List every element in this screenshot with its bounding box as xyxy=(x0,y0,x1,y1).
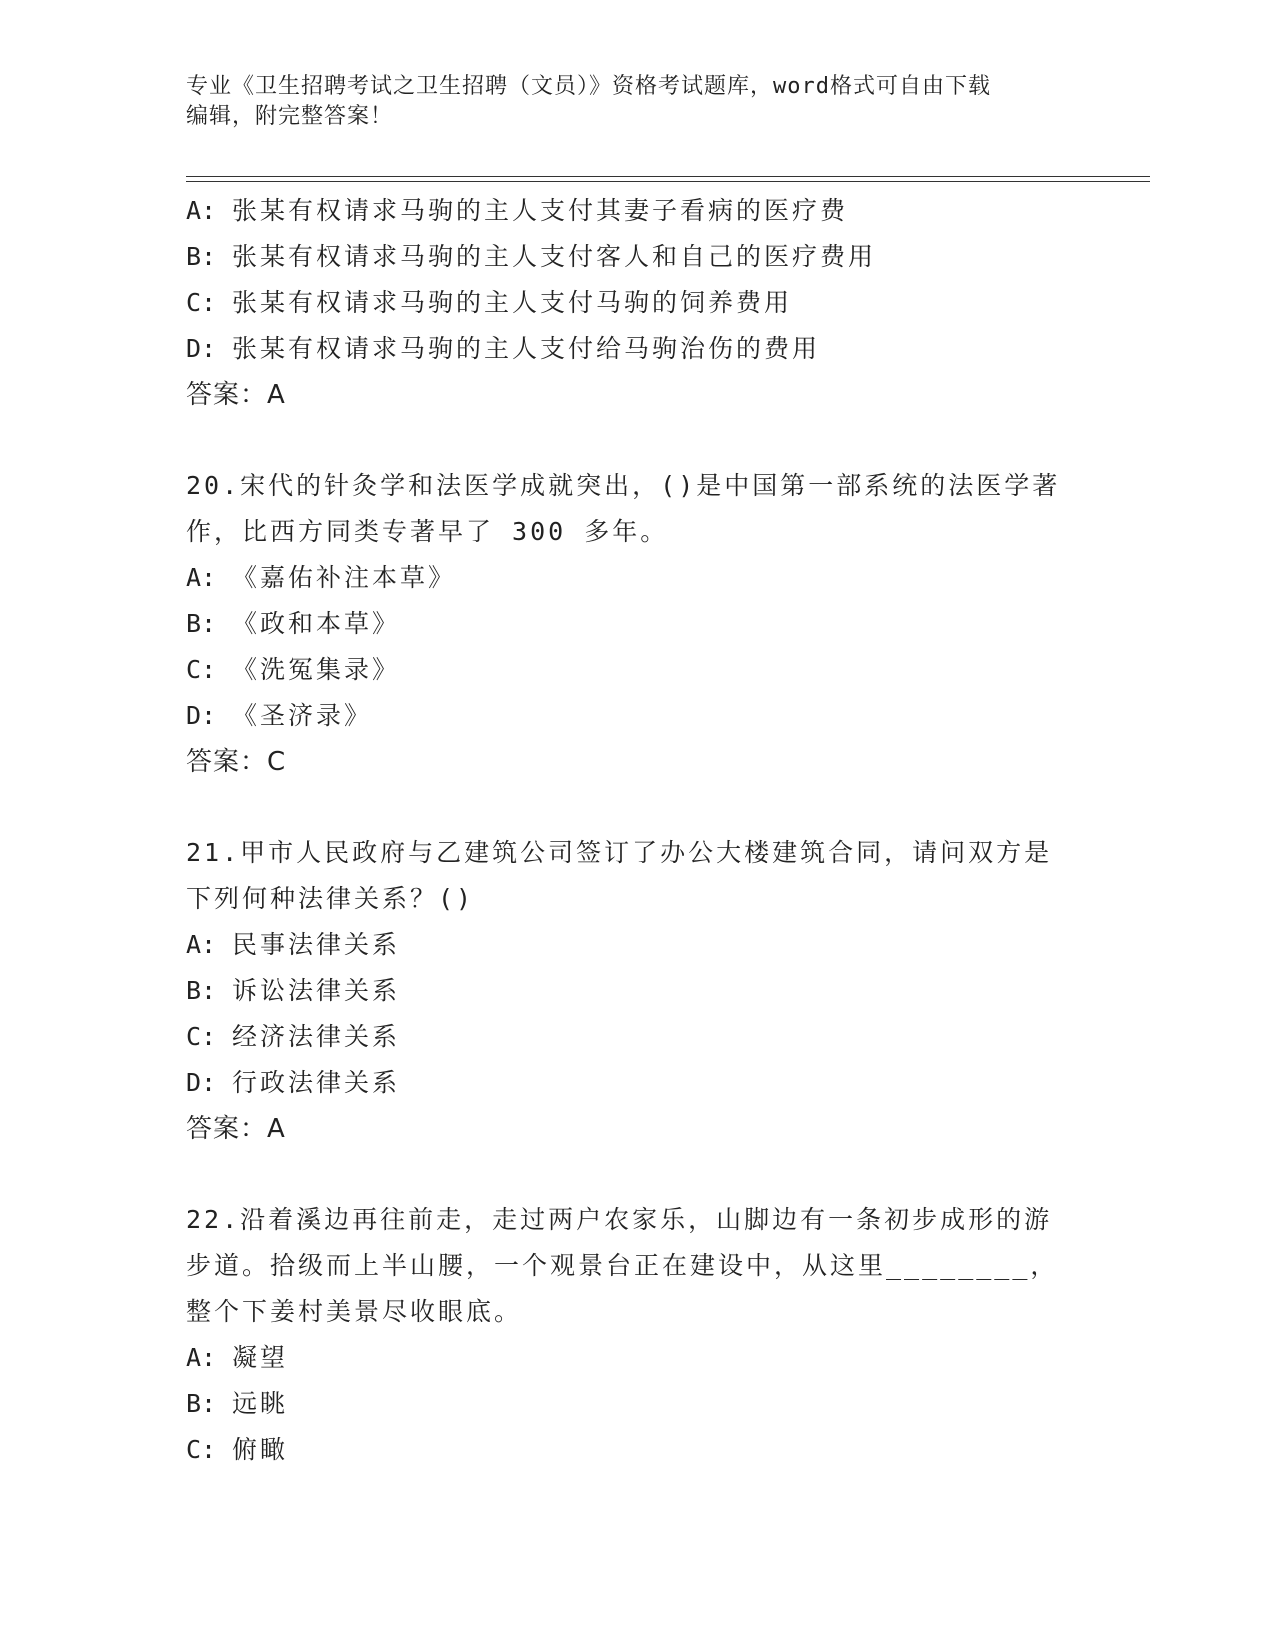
option-a xyxy=(186,555,1126,601)
question-text-line: 作，比西方同类专著早了 300 多年。 xyxy=(186,517,669,546)
option-label: C: xyxy=(186,288,217,317)
question-list xyxy=(186,188,1126,1473)
option-text: 凝望 xyxy=(232,1343,289,1372)
option-label: B: xyxy=(186,242,217,271)
option-text: 行政法律关系 xyxy=(232,1068,401,1097)
option-d xyxy=(186,326,1126,372)
option-label: C: xyxy=(186,1022,217,1051)
option-text: 俯瞰 xyxy=(232,1435,289,1464)
option-text: 张某有权请求马驹的主人支付客人和自己的医疗费用 xyxy=(232,242,877,271)
option-label: A: xyxy=(186,563,217,592)
option-c xyxy=(186,1427,1126,1473)
option-label: D: xyxy=(186,334,217,363)
answer-line: 答案：C xyxy=(186,747,287,777)
option-label: B: xyxy=(186,609,217,638)
option-label: D: xyxy=(186,701,217,730)
option-c xyxy=(186,647,1126,693)
option-text: 《圣济录》 xyxy=(232,701,373,730)
option-text: 张某有权请求马驹的主人支付给马驹治伤的费用 xyxy=(232,334,821,363)
question-21 xyxy=(186,830,1126,1152)
question-19-options xyxy=(186,188,1126,418)
option-label: A: xyxy=(186,1343,217,1372)
answer-line: 答案：A xyxy=(186,1114,286,1144)
option-b xyxy=(186,1381,1126,1427)
option-label: A: xyxy=(186,196,217,225)
option-text: 诉讼法律关系 xyxy=(232,976,401,1005)
option-a xyxy=(186,922,1126,968)
option-text: 民事法律关系 xyxy=(232,930,401,959)
option-text: 张某有权请求马驹的主人支付马驹的饲养费用 xyxy=(232,288,793,317)
question-text-line: 22.沿着溪边再往前走，走过两户农家乐，山脚边有一条初步成形的游 xyxy=(186,1205,1053,1234)
header-divider-bottom xyxy=(186,181,1150,182)
spacer xyxy=(186,785,1126,830)
question-20 xyxy=(186,463,1126,785)
spacer xyxy=(186,418,1126,463)
option-label: D: xyxy=(186,1068,217,1097)
option-text: 《洗冤集录》 xyxy=(232,655,401,684)
option-text: 张某有权请求马驹的主人支付其妻子看病的医疗费 xyxy=(232,196,849,225)
question-text-line: 步道。拾级而上半山腰，一个观景台正在建设中，从这里________， xyxy=(186,1251,1059,1280)
spacer xyxy=(186,1152,1126,1197)
option-a xyxy=(186,1335,1126,1381)
option-b xyxy=(186,234,1126,280)
question-22 xyxy=(186,1197,1126,1473)
option-text: 《嘉佑补注本草》 xyxy=(232,563,457,592)
option-label: C: xyxy=(186,655,217,684)
header-divider-top xyxy=(186,176,1150,177)
document-header xyxy=(186,72,1086,132)
option-d xyxy=(186,693,1126,739)
option-c xyxy=(186,280,1126,326)
question-text-line: 下列何种法律关系？() xyxy=(186,884,475,913)
option-b xyxy=(186,601,1126,647)
option-d xyxy=(186,1060,1126,1106)
option-text: 经济法律关系 xyxy=(232,1022,401,1051)
option-label: C: xyxy=(186,1435,217,1464)
header-line-2: 编辑，附完整答案！ xyxy=(186,104,394,129)
question-text-line: 整个下姜村美景尽收眼底。 xyxy=(186,1297,523,1326)
option-c xyxy=(186,1014,1126,1060)
option-label: B: xyxy=(186,1389,217,1418)
option-b xyxy=(186,968,1126,1014)
option-text: 远眺 xyxy=(232,1389,289,1418)
header-line-1: 专业《卫生招聘考试之卫生招聘（文员）》资格考试题库，word格式可自由下载 xyxy=(186,74,991,99)
question-text-line: 21.甲市人民政府与乙建筑公司签订了办公大楼建筑合同，请问双方是 xyxy=(186,838,1053,867)
option-label: B: xyxy=(186,976,217,1005)
question-text-line: 20.宋代的针灸学和法医学成就突出，()是中国第一部系统的法医学著 xyxy=(186,471,1061,500)
option-text: 《政和本草》 xyxy=(232,609,401,638)
option-label: A: xyxy=(186,930,217,959)
answer-line: 答案：A xyxy=(186,380,286,410)
option-a xyxy=(186,188,1126,234)
